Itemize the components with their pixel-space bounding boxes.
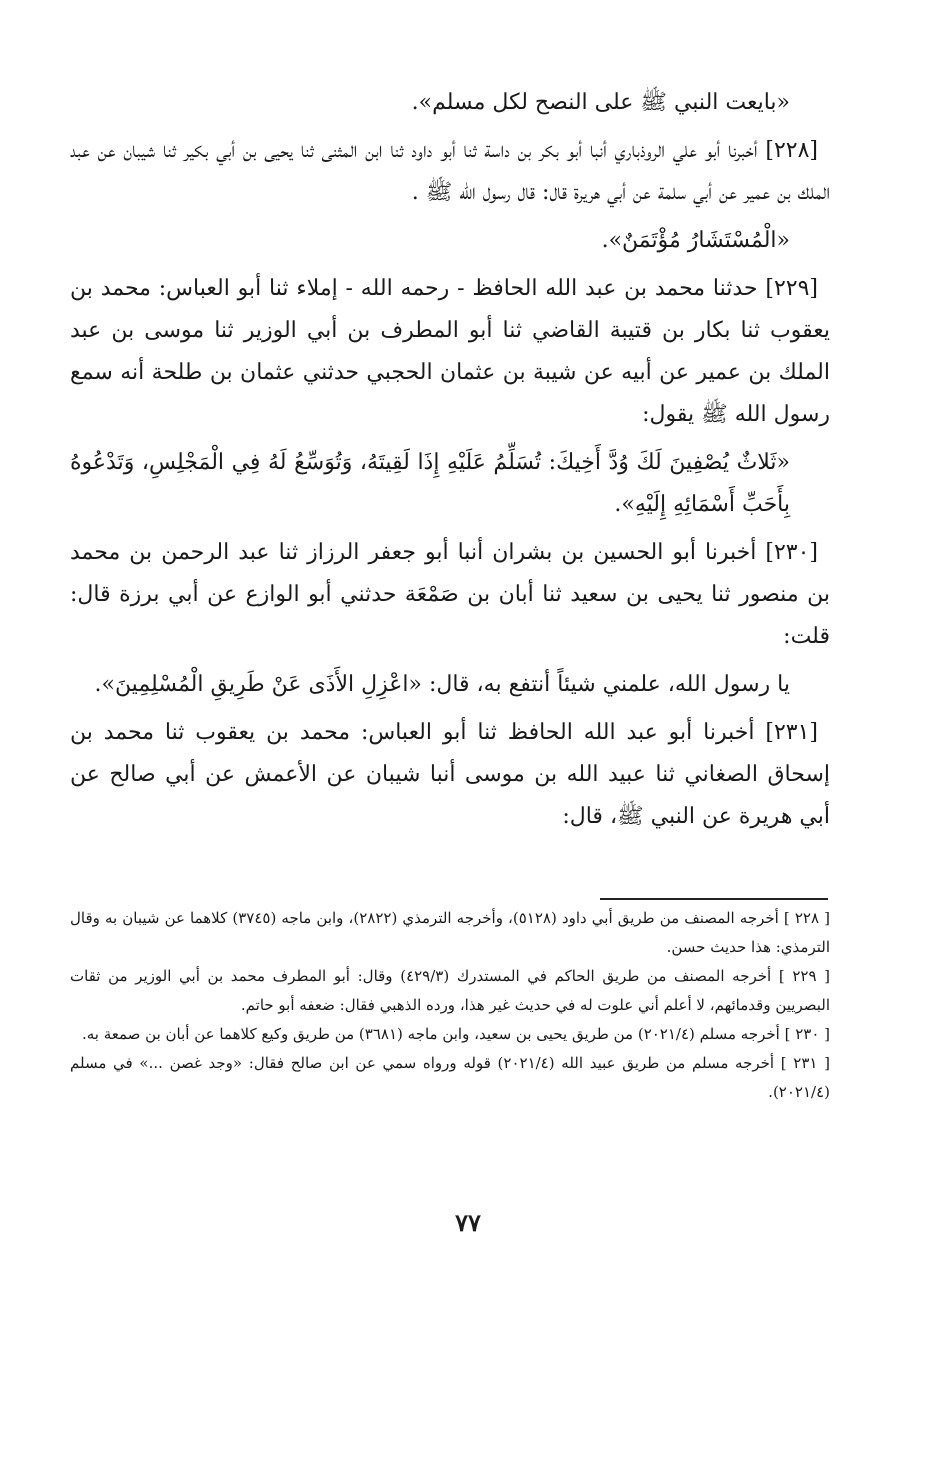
- hadith-230: [٢٣٠] أخبرنا أبو الحسين بن بشران أنبا أبو جعفر الرزاز ثنا عبد الرحمن بن محمد بن منصور ثنا يحيى بن سعيد ثنا أبان بن صَمْعَة حدثني أبو الوازع عن أبي برزة قال: قلت:: [70, 540, 830, 649]
- footnote-231: [ ٢٣١ ] أخرجه مسلم من طريق عبيد الله (٢٠٢١/٤) قوله ورواه سمي عن ابن صالح فقال: «وجد غصن ...» في مسلم (٢٠٢١/٤).: [70, 1054, 831, 1101]
- footnotes: [70, 904, 830, 1107]
- hadith-text: «بايعت النبي ﷺ على النصح لكل مسلم».: [411, 90, 790, 115]
- hadith-text: «الْمُسْتَشَارُ مُؤْتَمَنٌ».: [601, 228, 790, 253]
- footnote-230: [ ٢٣٠ ] أخرجه مسلم (٢٠٢١/٤) من طريق يحيى بن سعيد، وابن ماجه (٣٦٨١) من طريق وكيع كلاهما عن أبان بن صمعة به.: [81, 1025, 830, 1043]
- footnote-separator: [600, 898, 828, 900]
- hadith-text: يا رسول الله، علمني شيئاً أنتفع به، قال: «اعْزِلِ الأَذَى عَنْ طَرِيقِ الْمُسْلِمِينَ».: [94, 672, 790, 697]
- hadith-text: «ثَلاثٌ يُصْفِينَ لَكَ وُدَّ أَخِيكَ: تُسَلِّمُ عَلَيْهِ إِذَا لَقِيتَهُ، وَتُوَسِّعُ لَهُ فِي الْمَجْلِسِ، وَتَدْعُوهُ بِأَحَبِّ أَسْمَائِهِ إِلَيْهِ».: [70, 450, 790, 517]
- page-number: ٧٧: [455, 1208, 481, 1237]
- main-text: [70, 82, 830, 844]
- footnote-229: [ ٢٢٩ ] أخرجه المصنف من طريق الحاكم في المستدرك (٤٢٩/٣) وقال: أبو المطرف محمد بن أبي الوزير من ثقات البصريين وقدمائهم، لا أعلم أني علوت له في حديث غير هذا، ورده الذهبي فقال: ضعفه أبو حاتم.: [70, 967, 831, 1014]
- footnote-228: [ ٢٢٨ ] أخرجه المصنف من طريق أبي داود (٥١٢٨)، وأخرجه الترمذي (٢٨٢٢)، وابن ماجه (٣٧٤٥) كلاهما عن شيبان به وقال الترمذي: هذا حديث حسن.: [70, 909, 830, 956]
- hadith-231: [٢٣١] أخبرنا أبو عبد الله الحافظ ثنا أبو العباس: محمد بن يعقوب ثنا محمد بن إسحاق الصغاني ثنا عبيد الله بن موسى أنبا شيبان عن الأعمش عن أبي صالح عن أبي هريرة عن النبي ﷺ، قال:: [70, 720, 830, 829]
- hadith-229: [٢٢٩] حدثنا محمد بن عبد الله الحافظ - رحمه الله - إملاء ثنا أبو العباس: محمد بن يعقوب ثنا بكار بن قتيبة القاضي ثنا أبو المطرف بن أبي الوزير ثنا موسى بن عبد الملك بن عمير عن أبيه عن شيبة بن عثمان الحجبي حدثني عثمان بن طلحة أنه سمع رسول الله ﷺ يقول:: [70, 276, 830, 427]
- hadith-228: [٢٢٨] أخبرنا أبو علي الروذباري أنبا أبو بكر بن داسة ثنا أبو داود ثنا ابن المثنى ثنا يحيى بن أبي بكير ثنا شيبان عن عبد الملك بن عمير عن أبي سلمة عن أبي هريرة قال: قال رسول الله ﷺ .: [70, 138, 830, 205]
